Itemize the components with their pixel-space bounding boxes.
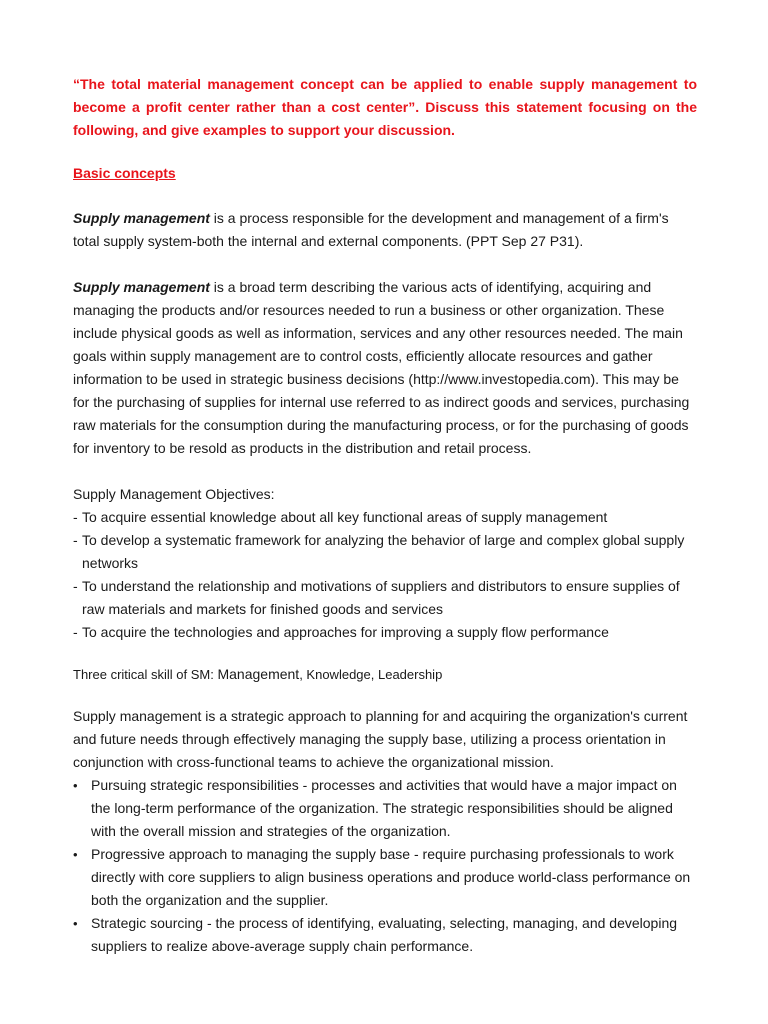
list-item-text: To acquire the technologies and approaches for improving a supply flow performance — [82, 624, 609, 640]
list-item — [73, 843, 697, 912]
skill-management: Management — [217, 666, 300, 682]
list-item-text: Pursuing strategic responsibilities - processes and activities that would have a major impact on the long-term performance of the organization. The strategic responsibilities should be aligned with the overall mission and strategies of the organization. — [91, 777, 677, 839]
skills-rest: , Knowledge, Leadership — [299, 667, 443, 682]
essay-question: “The total material management concept can be applied to enable supply management to become a profit center rather than a cost center”. Discuss this statement focusing on the following, and give examples to support your discussion. — [73, 76, 697, 138]
definition-text: is a process responsible for the development and management of a firm's total supply system-both the internal and external components. (PPT Sep 27 P31). — [73, 210, 669, 249]
list-item — [73, 912, 697, 958]
list-item — [73, 506, 697, 529]
bullet-icon: • — [73, 847, 78, 862]
dash-marker: - — [73, 624, 78, 640]
list-item-text: To understand the relationship and motivations of suppliers and distributors to ensure supplies of raw materials and markets for finished goods and services — [82, 578, 680, 617]
list-item — [73, 774, 697, 843]
term-bold-italic: Supply management — [73, 279, 210, 295]
document-body — [73, 73, 697, 958]
strategic-approach-paragraph: Supply management is a strategic approach to planning for and acquiring the organization's current and future needs through effectively managing the supply base, utilizing a process orientation in conjunction with cross-functional teams to achieve the organizational mission. — [73, 708, 688, 770]
definition-paragraph-2 — [73, 276, 697, 460]
section-heading: Basic concepts — [73, 165, 176, 181]
list-item-text: Progressive approach to managing the supply base - require purchasing professionals to work directly with core suppliers to align business operations and produce world-class performance on both the organization and the supplier. — [91, 846, 691, 908]
list-item-text: Strategic sourcing - the process of identifying, evaluating, selecting, managing, and developing suppliers to realize above-average supply chain performance. — [91, 915, 678, 954]
dash-marker: - — [73, 532, 78, 548]
critical-skills-line — [73, 663, 697, 686]
dash-marker: - — [73, 578, 78, 594]
bullet-icon: • — [73, 916, 78, 931]
list-item — [73, 529, 697, 575]
bullet-icon: • — [73, 778, 78, 793]
skills-prefix: Three critical skill of SM: — [73, 667, 218, 682]
list-item-text: To acquire essential knowledge about all key functional areas of supply management — [82, 509, 608, 525]
list-item — [73, 575, 697, 621]
definition-paragraph-1 — [73, 207, 697, 253]
objectives-title: Supply Management Objectives: — [73, 486, 275, 502]
definition-text: is a broad term describing the various acts of identifying, acquiring and managing the products and/or resources needed to run a business or other organization. These include physical goods as well as information, services and any other resources needed. The main goals within supply management are to control costs, efficiently allocate resources and gather information to be used in strategic business decisions (http://www.investopedia.com). This may be for the purchasing of supplies for internal use referred to as indirect goods and services, purchasing raw materials for the consumption during the manufacturing process, or for the purchasing of goods for inventory to be resold as products in the distribution and retail process. — [73, 279, 690, 456]
list-item-text: To develop a systematic framework for analyzing the behavior of large and complex global supply networks — [82, 532, 685, 571]
dash-marker: - — [73, 509, 78, 525]
list-item — [73, 621, 697, 644]
strategy-bullet-list — [73, 774, 697, 958]
term-bold-italic: Supply management — [73, 210, 210, 226]
objectives-list — [73, 506, 697, 644]
